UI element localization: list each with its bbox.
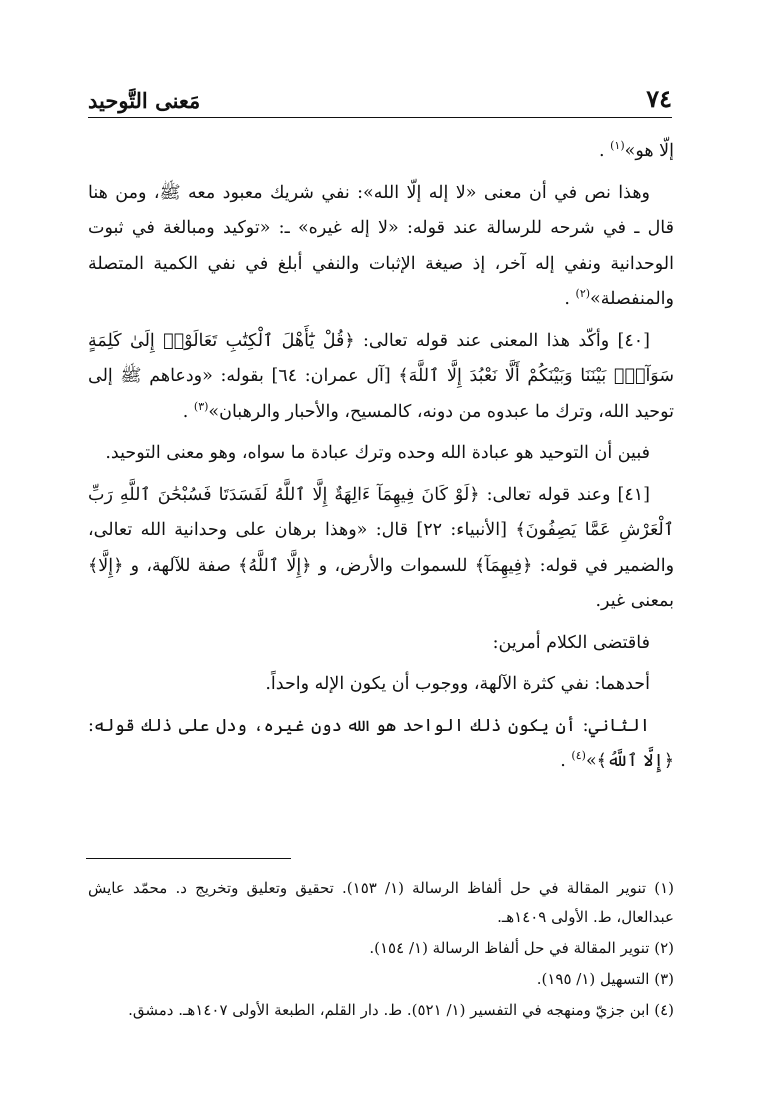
paragraph-3-end: . bbox=[182, 401, 194, 422]
quran-word-illa: ﴿إِلَّا﴾ bbox=[88, 555, 124, 576]
footnotes bbox=[88, 874, 674, 1027]
paragraph-3-text-b: [آل عمران: ٦٤] بقوله: «ودعاهم ﷺ إلى توحيد الله، وترك ما عبدوه من دونه، كالمسيح، والأحبار والرهبان» bbox=[88, 366, 674, 422]
footnote-ref-1[interactable]: (١) bbox=[610, 139, 625, 153]
footnote-4: (٤) ابن جزيّ ومنهجه في التفسير (١/ ٥٢١). ط. دار القلم، الطبعة الأولى ١٤٠٧هـ. دمشق. bbox=[128, 1001, 674, 1019]
paragraph-1-end: . bbox=[598, 141, 611, 161]
paragraph-8-text-b: » bbox=[585, 751, 597, 771]
main-text bbox=[88, 134, 674, 786]
paragraph-5-text-b: [الأنبياء: ٢٢] قال: «وهذا برهان على وحدانية الله تعالى، والضمير في قوله: bbox=[88, 520, 675, 576]
paragraph-7: أحدهما: نفي كثرة الآلهة، ووجوب أن يكون الإله واحداً. bbox=[265, 674, 650, 694]
paragraph-5 bbox=[88, 478, 674, 620]
paragraph-2-text: وهذا نص في أن معنى «لا إله إلّا الله»: نفي شريك معبود معه ﷺ، ومن هنا قال ـ في شرحه للرسالة عند قوله: «لا إله غيره» ـ: «توكيد ومبالغة في ثبوت الوحدانية ونفي إله آخر، إذ صيغة الإثبات والنفي أبلغ في نفي الكمية المتصلة والمنفصلة» bbox=[88, 182, 674, 309]
paragraph-5-text-e: بمعنى غير. bbox=[595, 591, 674, 611]
paragraph-4: فبين أن التوحيد هو عبادة الله وحده وترك عبادة ما سواه، وهو معنى التوحيد. bbox=[105, 443, 650, 463]
paragraph-8-text-a: الثاني: أن يكون ذلك الواحد هو الله دون غيره، ودل على ذلك قوله: bbox=[88, 715, 650, 736]
quran-verse-anbiya-22: ﴿لَوْ كَانَ فِيهِمَآ ءَالِهَةٌ إِلَّا ٱللَّهُ لَفَسَدَتَا فَسُبْحَٰنَ ٱللَّهِ رَبِّ ٱلْعَرْشِ عَمَّا يَصِفُونَ﴾ bbox=[88, 484, 674, 540]
paragraph-3-text-a: [٤٠] وأكّد هذا المعنى عند قوله تعالى: bbox=[354, 330, 650, 351]
paragraph-5-text-d: صفة للآلهة، و bbox=[123, 555, 239, 576]
footnote-2: (٢) تنوير المقالة في حل ألفاظ الرسالة (١/ ١٥٤). bbox=[369, 939, 674, 957]
paragraph-8-end: . bbox=[560, 751, 572, 771]
paragraph-5-text-a: [٤١] وعند قوله تعالى: bbox=[479, 484, 650, 505]
quran-phrase-illa-allah: ﴿إِلَّا ٱللَّهُ﴾ bbox=[238, 555, 312, 576]
running-title: مَعنى التَّوحيد bbox=[88, 88, 201, 113]
paragraph-2 bbox=[88, 176, 674, 318]
paragraph-1 bbox=[88, 134, 674, 170]
paragraph-6: فاقتضى الكلام أمرين: bbox=[492, 632, 650, 653]
quran-verse-al-imran-64: ﴿قُلْ يَٰٓأَهْلَ ٱلْكِتَٰبِ تَعَالَوْا۟ إِلَىٰ كَلِمَةٍ سَوَآءٍۭ بَيْنَنَا وَبَيْنَكُمْ أَلَّا نَعْبُدَ إِلَّا ٱللَّهَ﴾ bbox=[88, 330, 675, 386]
footnote-1: (١) تنوير المقالة في حل ألفاظ الرسالة (١/ ١٥٣). تحقيق وتعليق وتخريج د. محمّد عايش عبدالعال، ط. الأولى ١٤٠٩هـ. bbox=[88, 879, 674, 926]
quran-phrase-illa-allah-2: ﴿إِلَّا ٱللَّهُ﴾ bbox=[596, 751, 674, 771]
footnote-separator bbox=[86, 858, 291, 859]
page-number: ٧٤ bbox=[646, 84, 672, 113]
paragraph-1-text: إلّا هو» bbox=[624, 141, 674, 161]
footnote-ref-4[interactable]: (٤) bbox=[571, 749, 586, 763]
paragraph-2-end: . bbox=[564, 289, 576, 309]
quran-word-fihima: ﴿فِيهِمَآ﴾ bbox=[474, 555, 533, 576]
paragraph-3 bbox=[88, 324, 674, 431]
footnote-ref-3[interactable]: (٣) bbox=[193, 399, 209, 413]
footnote-ref-2[interactable]: (٢) bbox=[575, 287, 591, 301]
paragraph-5-text-c: للسموات والأرض، و bbox=[311, 555, 475, 576]
footnote-3: (٣) التسهيل (١/ ١٩٥). bbox=[536, 970, 674, 988]
page-header bbox=[88, 78, 672, 118]
paragraph-8 bbox=[88, 709, 674, 780]
